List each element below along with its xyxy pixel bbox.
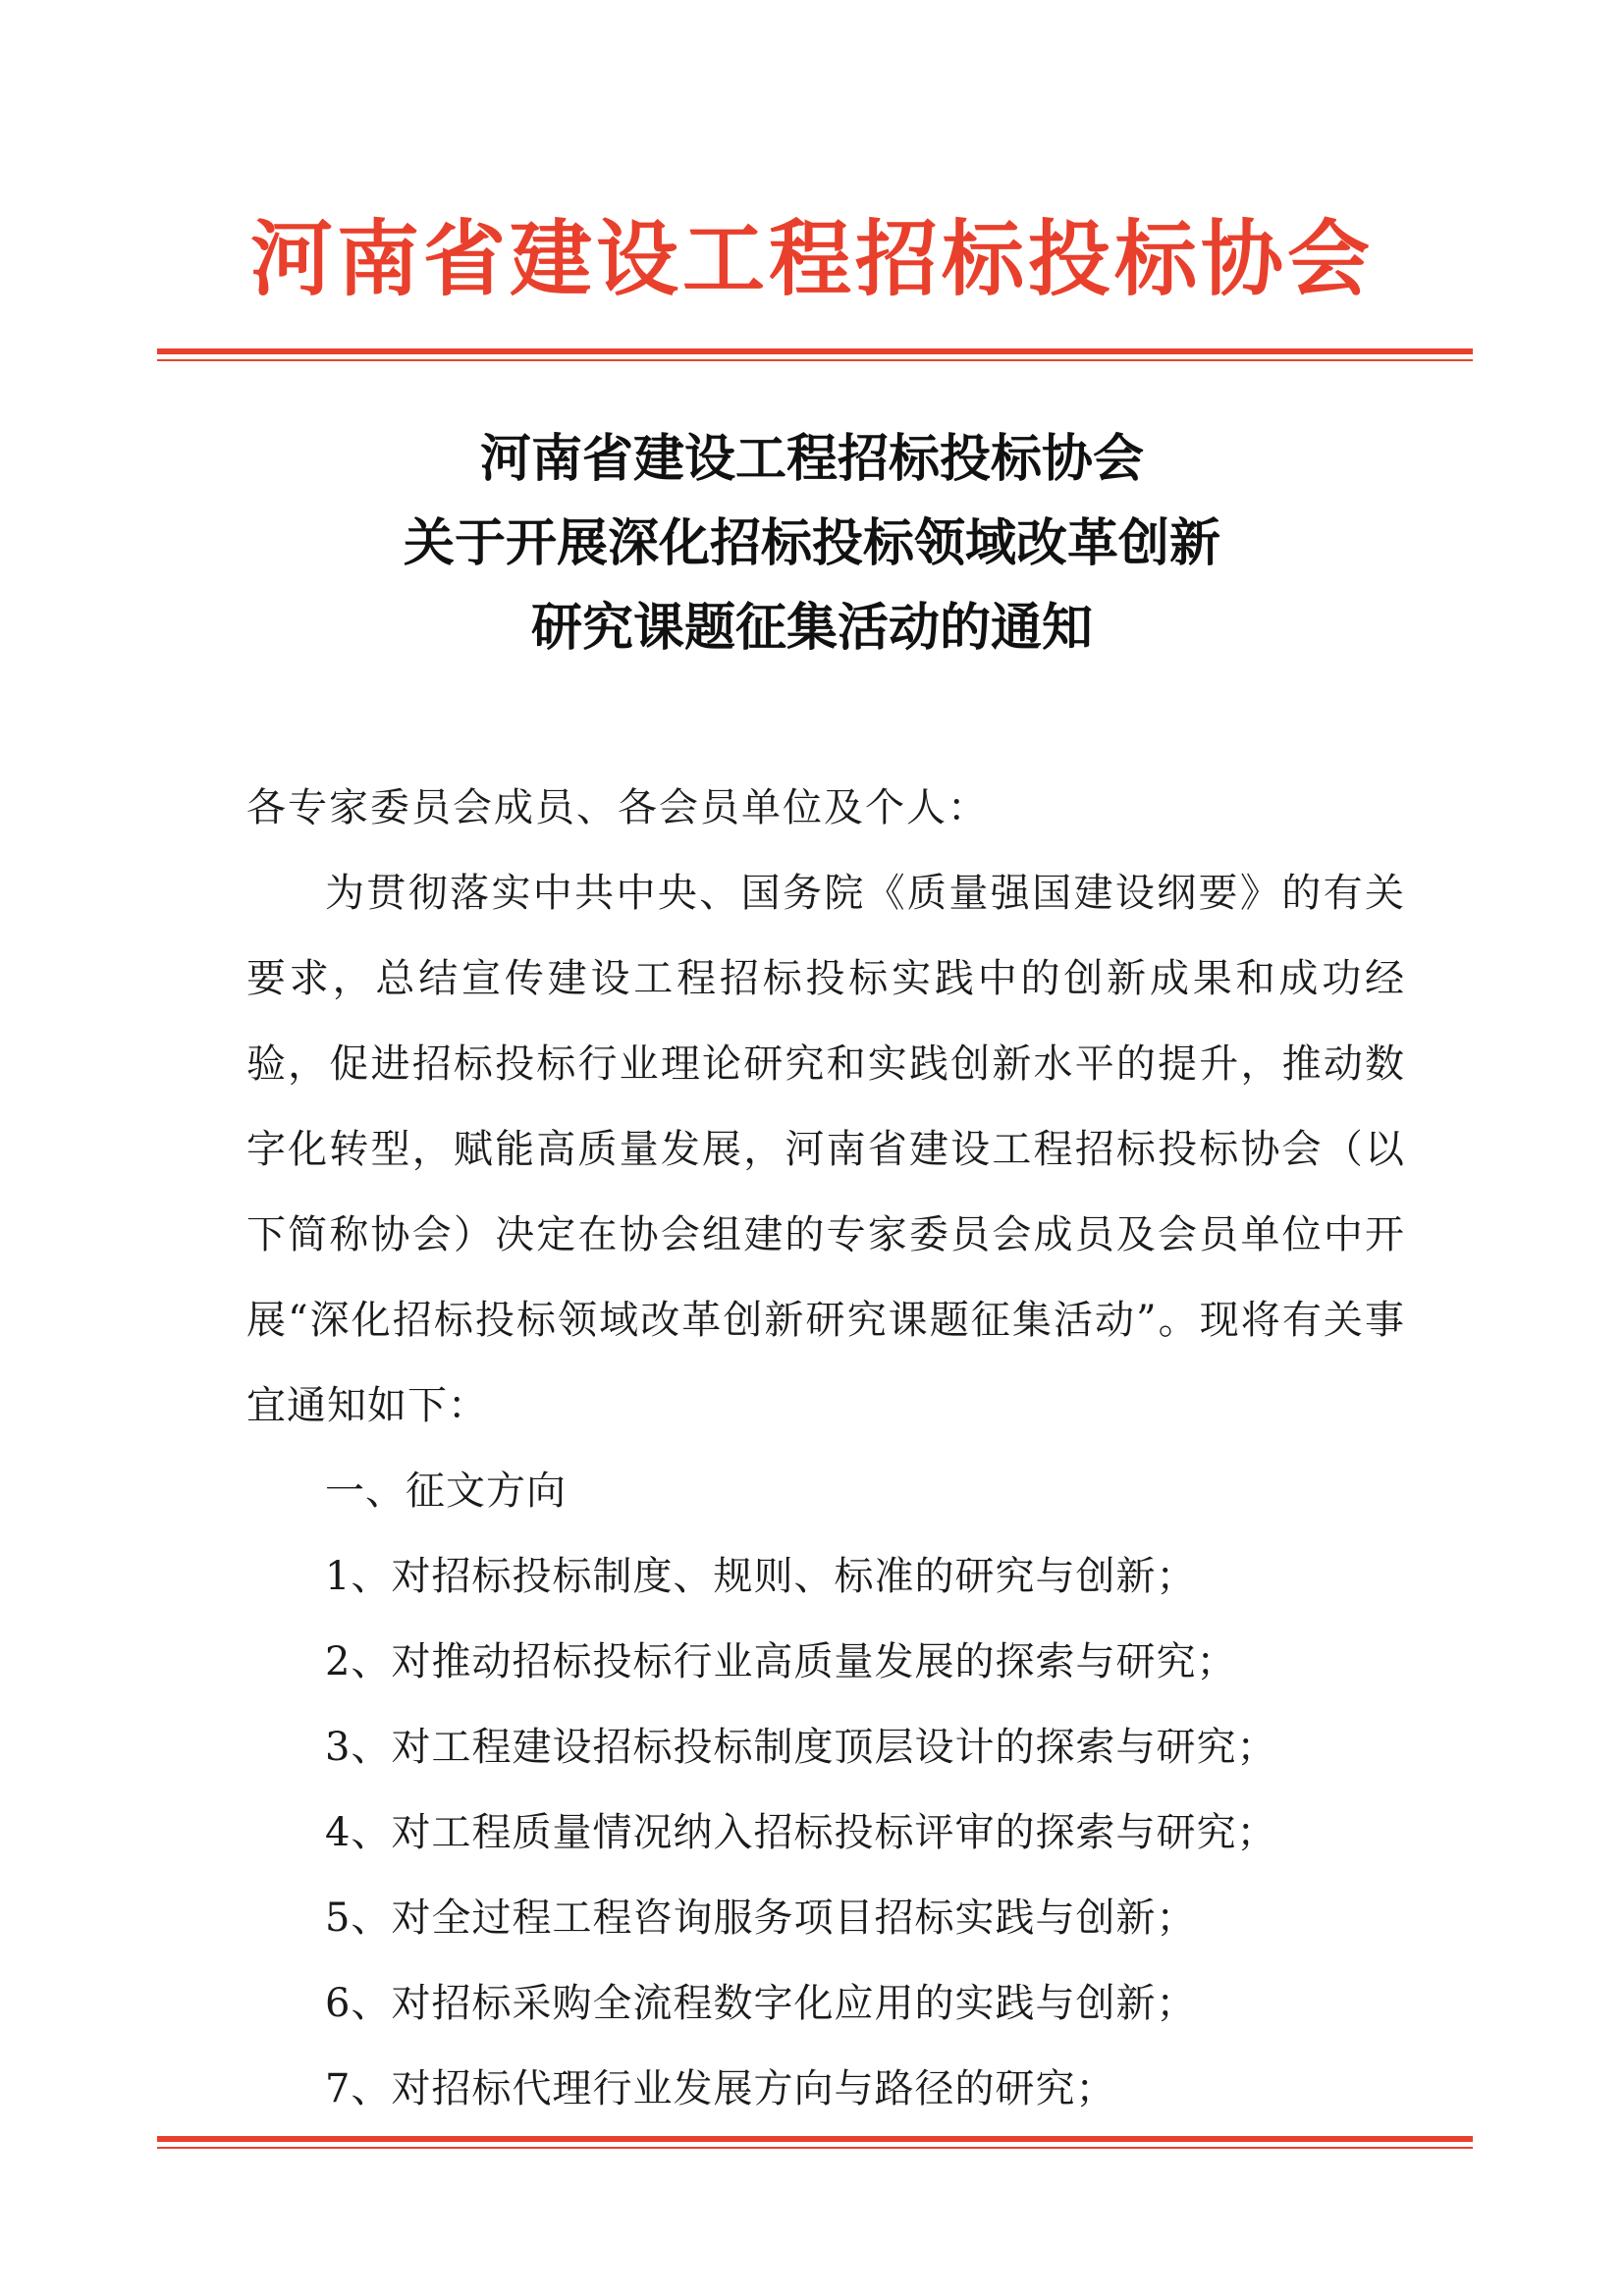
list-item: 2、对推动招标投标行业高质量发展的探索与研究； xyxy=(325,1639,1237,1684)
title-line-2: 关于开展深化招标投标领域改革创新 xyxy=(403,514,1220,573)
title-line-3: 研究课题征集活动的通知 xyxy=(530,599,1093,658)
letterhead-rule-thin xyxy=(157,359,1473,361)
intro-paragraph: 为贯彻落实中共中央、国务院《质量强国建设纲要》的有关要求，总结宣传建设工程招标投标实践中的创新成果和成功经验，促进招标投标行业理论研究和实践创新水平的提升，推动数字化转型，赋能高质量发展，河南省建设工程招标投标协会（以下简称协会）决定在协会组建的专家委员会成员及会员单位中开展“深化招标投标领域改革创新研究课题征集活动”。现将有关事宜通知如下： xyxy=(246,871,1405,1428)
list-item: 5、对全过程工程咨询服务项目招标实践与创新； xyxy=(325,1896,1197,1941)
document-title xyxy=(0,417,1624,670)
title-line-1: 河南省建设工程招标投标协会 xyxy=(479,430,1144,489)
letterhead-org-name: 河南省建设工程招标投标协会 xyxy=(249,210,1374,307)
footer-rule-thin xyxy=(157,2147,1473,2149)
footer-rule-thick xyxy=(157,2136,1473,2142)
list-item: 7、对招标代理行业发展方向与路径的研究； xyxy=(325,2066,1116,2111)
list-item: 1、对招标投标制度、规则、标准的研究与创新； xyxy=(325,1554,1197,1599)
list-item: 3、对工程建设招标投标制度顶层设计的探索与研究； xyxy=(325,1725,1277,1770)
list-item: 6、对招标采购全流程数字化应用的实践与创新； xyxy=(325,1981,1197,2026)
letterhead-rule-thick xyxy=(157,348,1473,354)
document-body xyxy=(246,766,1405,2132)
salutation: 各专家委员会成员、各会员单位及个人： xyxy=(246,785,989,830)
list-item: 4、对工程质量情况纳入招标投标评审的探索与研究； xyxy=(325,1810,1277,1855)
section-heading: 一、征文方向 xyxy=(325,1468,567,1514)
